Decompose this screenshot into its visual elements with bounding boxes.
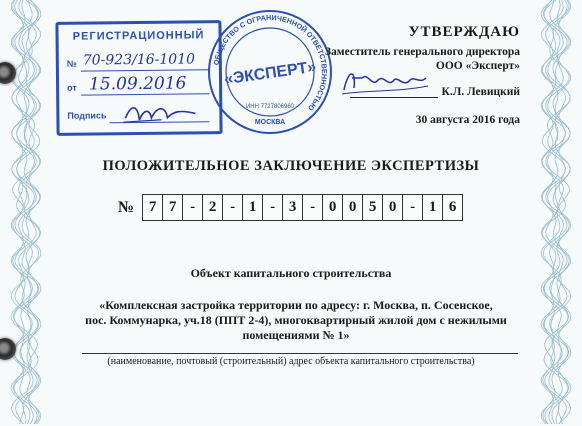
- approval-name: К.Л. Левицкий: [441, 86, 520, 98]
- caption-rule: [82, 353, 518, 354]
- registration-stamp: [55, 20, 222, 136]
- number-cell: -: [403, 195, 423, 220]
- object-description-line-3: помещениями № 1»: [242, 328, 350, 342]
- number-cell: 7: [143, 195, 163, 220]
- seal-city: МОСКВА: [254, 119, 286, 126]
- number-cell: 1: [423, 195, 443, 220]
- number-cell: 6: [443, 195, 462, 220]
- approval-position: Заместитель генерального директора: [324, 46, 520, 58]
- document-title: ПОЛОЖИТЕЛЬНОЕ ЗАКЛЮЧЕНИЕ ЭКСПЕРТИЗЫ: [102, 158, 480, 174]
- object-description: [80, 298, 512, 343]
- number-cell: 1: [243, 195, 263, 220]
- number-sign: №: [118, 198, 135, 216]
- seal-center-text: «ЭКСПЕРТ»: [223, 58, 318, 89]
- approval-date: 30 августа 2016 года: [415, 114, 520, 126]
- number-cell: 0: [343, 195, 363, 220]
- number-cell: 0: [323, 195, 343, 220]
- seal-outer-text: ОБЩЕСТВО С ОГРАНИЧЕННОЙ ОТВЕТСТВЕННОСТЬЮ: [211, 12, 330, 113]
- number-cell: -: [223, 195, 243, 220]
- number-cell: 2: [203, 195, 223, 220]
- stamp-number-label: №: [66, 58, 77, 69]
- approval-heading: УТВЕРЖДАЮ: [408, 24, 520, 40]
- object-description-line-2: пос. Коммунарка, уч.18 (ППТ 2-4), многоквартирный жилой дом с нежилыми: [85, 313, 507, 327]
- number-cells: [142, 194, 463, 221]
- object-description-line-1: «Комплексная застройка территории по адресу: г. Москва, п. Сосенское,: [99, 298, 493, 312]
- number-cell: 3: [283, 195, 303, 220]
- seal-inn: ИНН 7727806960: [245, 104, 295, 110]
- stamp-signature-label: Подпись: [67, 110, 107, 121]
- company-seal: [206, 8, 334, 136]
- director-signature: [338, 64, 430, 98]
- stamp-number-value: 70-923/16-1010: [82, 51, 196, 69]
- object-label: Объект капитального строительства: [190, 266, 392, 280]
- stamp-date-label: от: [67, 82, 77, 93]
- conclusion-number: [118, 194, 463, 221]
- number-cell: 7: [163, 195, 183, 220]
- stamp-date-value: 15.09.2016: [88, 73, 187, 95]
- number-cell: 0: [383, 195, 403, 220]
- approval-organization: ООО «Эксперт»: [435, 60, 520, 72]
- number-cell: -: [303, 195, 323, 220]
- stamp-signature: [121, 99, 201, 128]
- stamp-title: РЕГИСТРАЦИОННЫЙ: [72, 29, 205, 43]
- number-cell: -: [263, 195, 283, 220]
- number-cell: -: [183, 195, 203, 220]
- number-cell: 5: [363, 195, 383, 220]
- object-caption: (наименование, почтовый (строительный) адрес объекта капитального строительства): [107, 356, 475, 367]
